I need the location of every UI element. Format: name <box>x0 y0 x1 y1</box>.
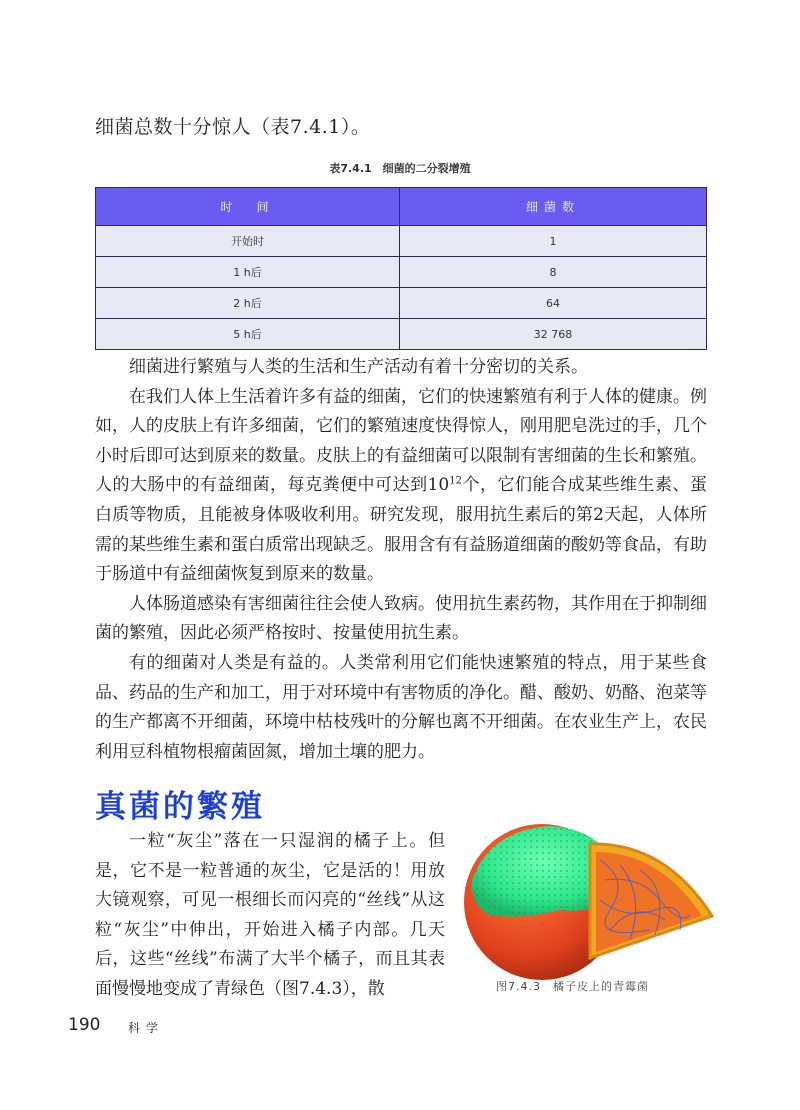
paragraph-part: 在我们人体上生活着许多有益的细菌，它们的快速繁殖有利于人体的健康。例如，人的皮肤上有许多细菌，它们的繁殖速度快得惊人，刚用肥皂洗过的手，几个小时后即可达到原来的数量。皮肤上的有益细菌可以限制有害细菌的生长和繁殖。人的大肠中的有益细菌，每克粪便中可达到10 <box>95 386 707 496</box>
table-row <box>96 226 707 257</box>
exponent: 12 <box>449 475 462 487</box>
cell-time: 5 h后 <box>96 319 400 350</box>
cell-count: 1 <box>400 226 707 257</box>
bacteria-table <box>95 187 707 350</box>
paragraph: 人体肠道感染有害细菌往往会使人致病。使用抗生素药物，其作用在于抑制细菌的繁殖，因此必须严格按时、按量使用抗生素。 <box>95 593 707 644</box>
table-caption: 表7.4.1 细菌的二分裂增殖 <box>329 162 471 175</box>
orange-mold-illustration <box>450 820 720 980</box>
table-row <box>96 319 707 350</box>
figure-caption: 图7.4.3 橘子皮上的青霉菌 <box>496 980 649 993</box>
cell-count: 8 <box>400 257 707 288</box>
paragraph: 有的细菌对人类是有益的。人类常利用它们能快速繁殖的特点，用于某些食品、药品的生产和加工，用于对环境中有害物质的净化。醋、酸奶、奶酪、泡菜等的生产都离不开细菌，环境中枯枝残叶的分解也离不开细菌。在农业生产上，农民利用豆科植物根瘤菌固氮，增加土壤的肥力。 <box>95 652 707 762</box>
paragraph <box>95 383 707 590</box>
subject-label: 科学 <box>128 1021 165 1035</box>
paragraph-part: 个，它们能合成某些维生素、蛋白质等物质，且能被身体吸收利用。研究发现，服用抗生素后的第2天起，人体所需的某些维生素和蛋白质常出现缺乏。服用含有有益肠道细菌的酸奶等食品，有助于肠道中有益细菌恢复到原来的数量。 <box>95 475 707 585</box>
table-header-row <box>96 188 707 226</box>
cell-count: 64 <box>400 288 707 319</box>
cell-time: 2 h后 <box>96 288 400 319</box>
orange-mold-figure <box>450 820 720 980</box>
lead-text: 细菌总数十分惊人（表7.4.1）。 <box>95 116 371 138</box>
section-text <box>95 827 445 1005</box>
cell-time: 1 h后 <box>96 257 400 288</box>
section-title: 真菌的繁殖 <box>95 789 265 825</box>
cell-time: 开始时 <box>96 226 400 257</box>
page-number: 190 <box>68 1015 101 1035</box>
header-time: 时 间 <box>96 188 400 226</box>
body-text <box>95 353 707 767</box>
cell-count: 32 768 <box>400 319 707 350</box>
table-row <box>96 288 707 319</box>
paragraph: 一粒“灰尘”落在一只湿润的橘子上。但是，它不是一粒普通的灰尘，它是活的！用放大镜观察，可见一根细长而闪亮的“丝线”从这粒“灰尘”中伸出，开始进入橘子内部。几天后，这些“丝线”布满了大半个橘子，而且其表面慢慢地变成了青绿色（图7.4.3），散 <box>95 831 445 999</box>
paragraph: 细菌进行繁殖与人类的生活和生产活动有着十分密切的关系。 <box>129 357 588 377</box>
header-count: 细菌数 <box>400 188 707 226</box>
table-row <box>96 257 707 288</box>
